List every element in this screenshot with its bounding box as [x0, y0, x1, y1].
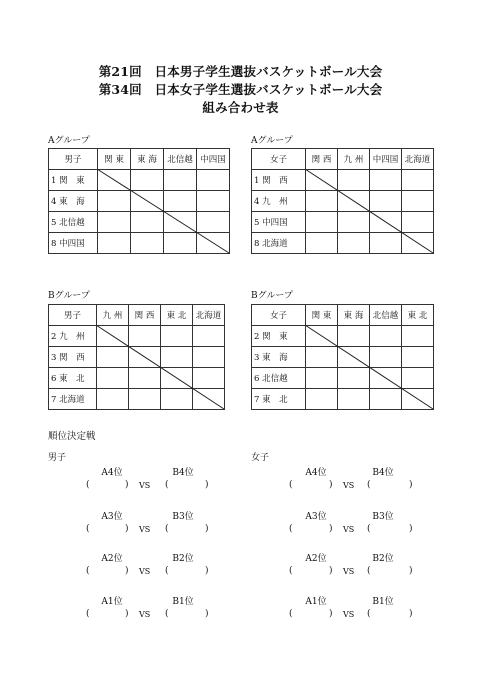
- score-cell: [402, 368, 434, 389]
- score-cell: [131, 170, 164, 191]
- vs-text: VS: [343, 481, 355, 490]
- right-seed-label: B2位: [172, 554, 194, 564]
- team-header: 北海道: [193, 305, 225, 326]
- score-close-paren: ): [205, 480, 209, 490]
- vs-text: VS: [343, 567, 355, 576]
- score-close-paren: ): [409, 480, 413, 490]
- team-row-label: 7 東 北: [252, 389, 306, 410]
- team-header: 東 海: [131, 149, 164, 170]
- team-header: 北海道: [402, 149, 434, 170]
- score-cell: [97, 326, 129, 347]
- vs-text: VS: [139, 610, 151, 619]
- score-close-paren: ): [205, 524, 209, 534]
- score-open-paren: (: [165, 524, 169, 534]
- score-close-paren: ): [125, 609, 129, 619]
- team-header: 関 東: [98, 149, 131, 170]
- score-cell: [97, 368, 129, 389]
- score-cell: [161, 347, 193, 368]
- score-cell: [402, 191, 434, 212]
- score-cell: [370, 368, 402, 389]
- score-cell: [306, 326, 338, 347]
- score-open-paren: (: [86, 609, 90, 619]
- team-row-label: 3 関 西: [49, 347, 97, 368]
- score-cell: [131, 212, 164, 233]
- score-cell: [129, 326, 161, 347]
- score-cell: [338, 347, 370, 368]
- score-cell: [306, 212, 338, 233]
- score-cell: [193, 368, 225, 389]
- title-line-1: 第21回 日本男子学生選抜バスケットボール大会: [98, 64, 383, 79]
- score-cell: [338, 191, 370, 212]
- score-cell: [370, 347, 402, 368]
- left-seed-label: A2位: [101, 554, 123, 564]
- score-open-paren: (: [289, 609, 293, 619]
- score-close-paren: ): [329, 609, 333, 619]
- score-cell: [98, 170, 131, 191]
- title-line-2: 第34回 日本女子学生選抜バスケットボール大会: [98, 82, 383, 97]
- team-header: 関 東: [306, 305, 338, 326]
- score-close-paren: ): [125, 480, 129, 490]
- score-close-paren: ): [125, 524, 129, 534]
- score-cell: [370, 389, 402, 410]
- team-header: 九 州: [338, 149, 370, 170]
- team-header: 東 北: [161, 305, 193, 326]
- right-seed-label: B3位: [372, 512, 394, 522]
- score-cell: [370, 212, 402, 233]
- score-open-paren: (: [165, 566, 169, 576]
- team-row-label: 2 九 州: [49, 326, 97, 347]
- left-seed-label: A4位: [305, 468, 327, 478]
- score-cell: [161, 368, 193, 389]
- score-close-paren: ): [329, 566, 333, 576]
- score-cell: [402, 347, 434, 368]
- score-cell: [306, 389, 338, 410]
- score-cell: [338, 389, 370, 410]
- score-cell: [402, 389, 434, 410]
- team-row-label: 1 関 西: [252, 170, 306, 191]
- score-close-paren: ): [329, 524, 333, 534]
- score-cell: [338, 170, 370, 191]
- team-row-label: 4 九 州: [252, 191, 306, 212]
- team-row-label: 4 東 海: [49, 191, 98, 212]
- score-cell: [164, 170, 197, 191]
- ranking-title: 順位決定戦: [48, 431, 96, 442]
- score-cell: [98, 212, 131, 233]
- score-cell: [98, 191, 131, 212]
- score-cell: [306, 347, 338, 368]
- score-cell: [402, 212, 434, 233]
- score-open-paren: (: [367, 480, 371, 490]
- score-cell: [131, 191, 164, 212]
- women-label: 女子: [251, 453, 270, 463]
- right-seed-label: B1位: [172, 597, 194, 607]
- gender-header: 女子: [252, 149, 306, 170]
- round-robin-table: [251, 148, 434, 254]
- team-row-label: 8 北海道: [252, 233, 306, 254]
- group-label: Aグループ: [48, 136, 90, 146]
- score-cell: [306, 368, 338, 389]
- right-seed-label: B4位: [172, 468, 194, 478]
- title-line-3: 組み合わせ表: [202, 100, 279, 115]
- score-cell: [338, 326, 370, 347]
- team-header: 中四国: [197, 149, 230, 170]
- score-cell: [197, 191, 230, 212]
- team-header: 関 西: [306, 149, 338, 170]
- team-header: 中四国: [370, 149, 402, 170]
- score-cell: [161, 326, 193, 347]
- gender-header: 男子: [49, 305, 97, 326]
- score-cell: [193, 389, 225, 410]
- score-cell: [370, 326, 402, 347]
- left-seed-label: A2位: [305, 554, 327, 564]
- score-cell: [97, 347, 129, 368]
- score-close-paren: ): [205, 566, 209, 576]
- score-cell: [197, 170, 230, 191]
- team-row-label: 1 関 東: [49, 170, 98, 191]
- score-open-paren: (: [289, 480, 293, 490]
- vs-text: VS: [139, 567, 151, 576]
- gender-header: 男子: [49, 149, 98, 170]
- team-header: 北信越: [164, 149, 197, 170]
- team-header: 東 北: [402, 305, 434, 326]
- team-header: 東 海: [338, 305, 370, 326]
- right-seed-label: B4位: [372, 468, 394, 478]
- score-cell: [131, 233, 164, 254]
- team-row-label: 8 中四国: [49, 233, 98, 254]
- score-cell: [197, 233, 230, 254]
- score-cell: [161, 389, 193, 410]
- vs-text: VS: [139, 525, 151, 534]
- score-cell: [370, 233, 402, 254]
- round-robin-table: [48, 304, 225, 410]
- score-cell: [129, 368, 161, 389]
- score-cell: [338, 233, 370, 254]
- gender-header: 女子: [252, 305, 306, 326]
- team-row-label: 6 北信越: [252, 368, 306, 389]
- score-cell: [370, 170, 402, 191]
- team-row-label: 5 中四国: [252, 212, 306, 233]
- score-open-paren: (: [289, 524, 293, 534]
- left-seed-label: A1位: [101, 597, 123, 607]
- men-label: 男子: [48, 453, 67, 463]
- score-open-paren: (: [86, 480, 90, 490]
- score-close-paren: ): [409, 566, 413, 576]
- score-cell: [98, 233, 131, 254]
- score-open-paren: (: [367, 566, 371, 576]
- score-open-paren: (: [165, 480, 169, 490]
- score-cell: [164, 212, 197, 233]
- score-cell: [306, 233, 338, 254]
- score-close-paren: ): [329, 480, 333, 490]
- vs-text: VS: [343, 525, 355, 534]
- right-seed-label: B1位: [372, 597, 394, 607]
- score-cell: [402, 170, 434, 191]
- team-row-label: 3 東 海: [252, 347, 306, 368]
- left-seed-label: A4位: [101, 468, 123, 478]
- score-open-paren: (: [86, 524, 90, 534]
- group-label: Aグループ: [251, 136, 293, 146]
- score-open-paren: (: [289, 566, 293, 576]
- score-cell: [338, 368, 370, 389]
- score-cell: [402, 233, 434, 254]
- score-cell: [197, 212, 230, 233]
- vs-text: VS: [139, 481, 151, 490]
- round-robin-table: [48, 148, 230, 254]
- score-close-paren: ): [205, 609, 209, 619]
- score-close-paren: ): [125, 566, 129, 576]
- team-row-label: 5 北信越: [49, 212, 98, 233]
- team-row-label: 6 東 北: [49, 368, 97, 389]
- group-label: Bグループ: [251, 291, 293, 301]
- score-cell: [129, 347, 161, 368]
- score-cell: [164, 191, 197, 212]
- score-open-paren: (: [367, 524, 371, 534]
- vs-text: VS: [343, 610, 355, 619]
- team-header: 北信越: [370, 305, 402, 326]
- team-header: 九 州: [97, 305, 129, 326]
- score-cell: [370, 191, 402, 212]
- left-seed-label: A3位: [305, 512, 327, 522]
- score-cell: [193, 347, 225, 368]
- left-seed-label: A1位: [305, 597, 327, 607]
- score-cell: [338, 212, 370, 233]
- team-row-label: 7 北海道: [49, 389, 97, 410]
- team-header: 関 西: [129, 305, 161, 326]
- group-label: Bグループ: [48, 291, 90, 301]
- left-seed-label: A3位: [101, 512, 123, 522]
- score-cell: [129, 389, 161, 410]
- score-cell: [193, 326, 225, 347]
- round-robin-table: [251, 304, 434, 410]
- score-open-paren: (: [86, 566, 90, 576]
- score-cell: [97, 389, 129, 410]
- score-cell: [306, 191, 338, 212]
- right-seed-label: B2位: [372, 554, 394, 564]
- score-open-paren: (: [367, 609, 371, 619]
- score-cell: [402, 326, 434, 347]
- score-cell: [306, 170, 338, 191]
- team-row-label: 2 関 東: [252, 326, 306, 347]
- score-cell: [164, 233, 197, 254]
- score-close-paren: ): [409, 524, 413, 534]
- score-close-paren: ): [409, 609, 413, 619]
- score-open-paren: (: [165, 609, 169, 619]
- right-seed-label: B3位: [172, 512, 194, 522]
